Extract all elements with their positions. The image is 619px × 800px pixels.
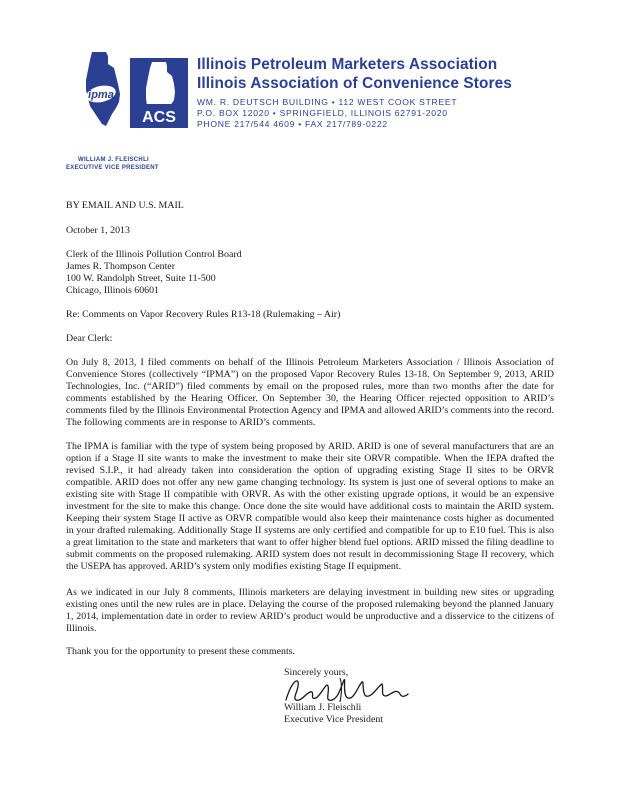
recipient-address	[66, 249, 242, 297]
ipma-logo-text: ipma	[88, 89, 114, 101]
body-paragraph-1: On July 8, 2013, I filed comments on behalf of the Illinois Petroleum Marketers Association / Illinois Association of Convenience Stores (collectively “IPMA”) on the proposed Vapor Recovery Rules 13-18. On September 9, 2013, ARID Technologies, Inc. (“ARID”) filed comments by email on the proposed rules, more than two months after the date for comments established by the Hearing Officer. On September 30, the Hearing Officer rejected opposition to ARID’s comments filed by the Illinois Environmental Protection Agency and IPMA and allowed ARID’s comments into the record. The following comments are in response to ARID’s comments.	[66, 357, 554, 428]
org-name-iacs: Illinois Association of Convenience Stores	[197, 75, 512, 92]
body-paragraph-2: The IPMA is familiar with the type of system being proposed by ARID. ARID is one of several manufacturers that are an option if a Stage II site wants to make the investment to make their site ORVR compatible. When the IEPA drafted the revised S.I.P., it had already taken into consideration the option of upgrading existing Stage II sites to be ORVR compatible. ARID does not offer any new game changing technology. Its system is just one of several options to make an existing site with Stage II compatible with ORVR. As with the other existing upgrade options, it would be an expensive investment for the site to make this change. Once done the site would have additional costs to maintain the ARID system. Keeping their system Stage II active as ORVR compatible would also keep their maintenance costs higher as documented in your drafted rulemaking. Additionally Stage II systems are only certified and compatible for up to E10 fuel. This is also a great limitation to the state and marketers that want to offer higher blend fuel options. ARID missed the filing deadline to submit comments on the proposed rulemaking. ARID system does not result in decommissioning Stage II recovery, which the USEPA has approved. ARID’s system only modifies existing Stage II equipment.	[66, 441, 554, 572]
phone-fax-line: PHONE 217/544 4609 • FAX 217/789-0222	[197, 119, 388, 129]
letterhead-signer-title: EXECUTIVE VICE PRESIDENT	[66, 165, 159, 171]
address-line-1: WM. R. DEUTSCH BUILDING • 112 WEST COOK STREET	[197, 97, 458, 107]
delivery-method: BY EMAIL AND U.S. MAIL	[66, 200, 184, 211]
org-name-ipma: Illinois Petroleum Marketers Association	[197, 56, 498, 73]
acs-logo-text: ACS	[142, 109, 176, 126]
salutation: Dear Clerk:	[66, 333, 113, 344]
letterhead-signer-name: WILLIAM J. FLEISCHLI	[78, 157, 149, 163]
acs-logo	[130, 58, 188, 128]
body-paragraph-4: Thank you for the opportunity to present these comments.	[66, 646, 295, 657]
body-paragraph-3: As we indicated in our July 8 comments, Illinois marketers are delaying investment in building new sites or upgrading existing ones until the new rules are in place. Delaying the course of the proposed rulemaking beyond the planned January 1, 2014, implementation date in order to review ARID’s product would be unproductive and a disservice to the citizens of Illinois.	[66, 587, 554, 634]
closing: Sincerely yours,	[284, 667, 349, 678]
recipient-line: James R. Thompson Center	[66, 261, 175, 272]
recipient-line: Clerk of the Illinois Pollution Control Board	[66, 249, 242, 260]
address-line-2: P.O. BOX 12020 • SPRINGFIELD, ILLINOIS 62791-2020	[197, 108, 448, 118]
ipma-logo	[78, 50, 130, 128]
letter-date: October 1, 2013	[66, 225, 130, 236]
signer-name: William J. Fleischli	[284, 702, 362, 713]
signer-title: Executive Vice President	[284, 714, 384, 725]
subject-line: Re: Comments on Vapor Recovery Rules R13-18 (Rulemaking – Air)	[66, 309, 341, 320]
recipient-line: Chicago, Illinois 60601	[66, 285, 159, 296]
recipient-line: 100 W. Randolph Street, Suite 11-500	[66, 273, 216, 284]
